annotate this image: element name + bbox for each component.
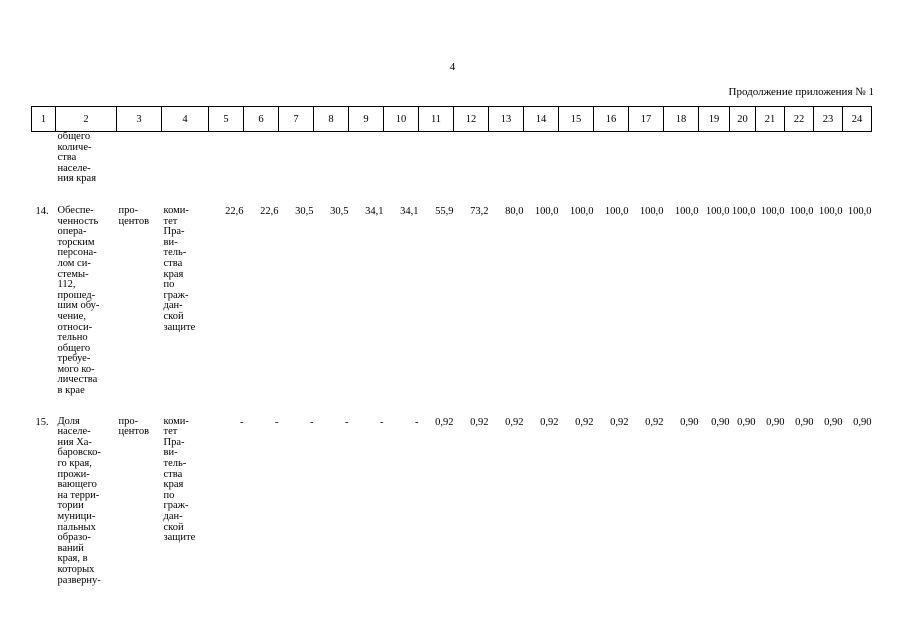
unit-cell-line: центов: [118, 426, 150, 438]
value-cell: [209, 132, 244, 185]
data-table: [31, 106, 872, 586]
value-cell: 0,92: [645, 416, 664, 428]
value-cell: 0,92: [435, 416, 454, 428]
value-cell: 34,1: [365, 205, 384, 217]
indicator-name-line: мого ко-: [57, 363, 95, 375]
unit-cell: [117, 132, 162, 185]
responsible-cell-line: граж-: [163, 500, 189, 512]
indicator-name-line: прожи-: [57, 468, 90, 480]
indicator-name-line: населе-: [57, 162, 91, 174]
indicator-name-line: баровско-: [57, 447, 101, 459]
value-cell: 100,0: [534, 205, 559, 217]
value-cell: [314, 132, 349, 185]
responsible-cell-line: ви-: [163, 236, 178, 248]
value-cell: 100,0: [674, 205, 699, 217]
unit-cell-line: центов: [118, 215, 150, 227]
responsible-cell-line: ства: [163, 257, 183, 269]
header-cell: 10: [384, 107, 419, 132]
indicator-name-line: ченность: [57, 215, 99, 227]
value-cell: 100,0: [760, 205, 785, 217]
responsible-cell-line: по: [163, 279, 175, 291]
indicator-name-line: населе-: [57, 426, 91, 438]
indicator-name-line: относи-: [57, 321, 93, 333]
value-cell: 73,2: [470, 205, 489, 217]
value-cell: -: [380, 416, 384, 428]
indicator-name-line: стемы-: [57, 268, 89, 280]
table-row: [32, 206, 872, 397]
indicator-name-line: ния Ха-: [57, 436, 92, 448]
indicator-name-line: шим обу-: [57, 300, 100, 312]
indicator-name-line: общего: [57, 342, 91, 354]
header-cell: 18: [664, 107, 699, 132]
responsible-cell-line: края: [163, 268, 184, 280]
row-spacer: [32, 185, 872, 206]
indicator-name-line: тельно: [57, 332, 88, 344]
value-cell: [384, 132, 419, 185]
row-spacer: [32, 397, 872, 417]
value-cell: 100,0: [639, 205, 664, 217]
header-cell: 16: [594, 107, 629, 132]
indicator-name-line: го края,: [57, 458, 92, 470]
value-cell: 22,6: [260, 205, 279, 217]
row-number: [32, 132, 56, 185]
indicator-name-line: ния края: [57, 173, 97, 185]
indicator-name-line: пальных: [57, 521, 96, 533]
unit-cell-line: про-: [118, 204, 139, 216]
value-cell: [843, 132, 872, 185]
header-cell: 9: [349, 107, 384, 132]
value-cell: 22,6: [225, 205, 244, 217]
indicator-name-line: торским: [57, 236, 95, 248]
indicator-name-line: прошед-: [57, 289, 96, 301]
value-cell: [756, 132, 785, 185]
value-cell: 0,90: [795, 416, 814, 428]
indicator-name: [56, 206, 117, 397]
indicator-name-line: 112,: [57, 279, 76, 291]
indicator-name-line: личества: [57, 374, 98, 386]
responsible-cell-line: ви-: [163, 447, 178, 459]
spacer-cell: [32, 397, 872, 417]
value-cell: 55,9: [435, 205, 454, 217]
header-cell: 7: [279, 107, 314, 132]
indicator-name-line: Доля: [57, 415, 80, 427]
responsible-cell: [162, 417, 209, 587]
value-cell: 0,90: [680, 416, 699, 428]
value-cell: 0,90: [853, 416, 872, 428]
value-cell: 0,92: [540, 416, 559, 428]
value-cell: -: [415, 416, 419, 428]
responsible-cell-line: коми-: [163, 204, 189, 216]
value-cell: [279, 132, 314, 185]
header-cell: 3: [117, 107, 162, 132]
indicator-name-line: опера-: [57, 226, 87, 238]
header-cell: 14: [524, 107, 559, 132]
value-cell: 0,90: [737, 416, 756, 428]
indicator-name: [56, 417, 117, 587]
value-cell: 100,0: [731, 205, 756, 217]
header-cell: 17: [629, 107, 664, 132]
value-cell: 0,90: [824, 416, 843, 428]
responsible-cell-line: Пра-: [163, 226, 185, 238]
value-cell: [419, 132, 454, 185]
responsible-cell-line: защите: [163, 532, 196, 544]
responsible-cell-line: тет: [163, 215, 178, 227]
indicator-name-line: на терри-: [57, 489, 100, 501]
responsible-cell-line: ской: [163, 521, 184, 533]
header-cell: 12: [454, 107, 489, 132]
table-row: [32, 417, 872, 587]
header-cell: 21: [756, 107, 785, 132]
responsible-cell-line: граж-: [163, 289, 189, 301]
indicator-name-line: Обеспе-: [57, 204, 94, 216]
responsible-cell-line: края: [163, 479, 184, 491]
indicator-name-line: персона-: [57, 247, 97, 259]
header-cell: 2: [56, 107, 117, 132]
indicator-name-line: тории: [57, 500, 84, 512]
value-cell: 0,92: [505, 416, 524, 428]
value-cell: [524, 132, 559, 185]
value-cell: [699, 132, 730, 185]
indicator-name-line: разверну-: [57, 574, 101, 586]
value-cell: [454, 132, 489, 185]
continuation-label: Продолжение приложения № 1: [728, 86, 874, 98]
responsible-cell-line: Пра-: [163, 436, 185, 448]
value-cell: [559, 132, 594, 185]
responsible-cell: [162, 206, 209, 397]
value-cell: 0,90: [766, 416, 785, 428]
header-cell: 15: [559, 107, 594, 132]
value-cell: [730, 132, 756, 185]
value-cell: 100,0: [604, 205, 629, 217]
row-number: 14.: [35, 205, 49, 217]
header-cell: 13: [489, 107, 524, 132]
value-cell: [629, 132, 664, 185]
indicator-name: [56, 132, 117, 185]
responsible-cell-line: защите: [163, 321, 196, 333]
value-cell: [244, 132, 279, 185]
value-cell: 34,1: [400, 205, 419, 217]
responsible-cell: [162, 132, 209, 185]
value-cell: [664, 132, 699, 185]
indicator-name-line: края, в: [57, 553, 88, 565]
indicator-name-line: требуе-: [57, 353, 91, 365]
header-cell: 24: [843, 107, 872, 132]
value-cell: 100,0: [818, 205, 843, 217]
table-row: [32, 132, 872, 185]
header-cell: 20: [730, 107, 756, 132]
value-cell: 0,90: [711, 416, 730, 428]
indicator-name-line: образо-: [57, 532, 91, 544]
value-cell: 0,92: [470, 416, 489, 428]
header-cell: 11: [419, 107, 454, 132]
unit-cell-line: про-: [118, 415, 139, 427]
row-number: 15.: [35, 416, 49, 428]
responsible-cell-line: коми-: [163, 415, 189, 427]
indicator-name-line: в крае: [57, 385, 85, 397]
value-cell: -: [275, 416, 279, 428]
responsible-cell-line: ской: [163, 310, 184, 322]
value-cell: -: [345, 416, 349, 428]
header-cell: 23: [814, 107, 843, 132]
responsible-cell-line: дан-: [163, 300, 183, 312]
indicator-name-line: количе-: [57, 141, 92, 153]
value-cell: -: [310, 416, 314, 428]
indicator-name-line: которых: [57, 563, 95, 575]
value-cell: 0,92: [575, 416, 594, 428]
value-cell: 30,5: [330, 205, 349, 217]
value-cell: 100,0: [847, 205, 872, 217]
spacer-cell: [32, 185, 872, 206]
value-cell: 100,0: [705, 205, 730, 217]
responsible-cell-line: ства: [163, 468, 183, 480]
responsible-cell-line: по: [163, 489, 175, 501]
header-cell: 1: [32, 107, 56, 132]
value-cell: [349, 132, 384, 185]
indicator-name-line: лом си-: [57, 257, 91, 269]
value-cell: 80,0: [505, 205, 524, 217]
indicator-name-line: общего: [57, 131, 91, 142]
value-cell: 100,0: [569, 205, 594, 217]
indicator-name-line: муници-: [57, 511, 96, 522]
value-cell: -: [240, 416, 244, 428]
responsible-cell-line: тель-: [163, 458, 187, 470]
responsible-cell-line: тель-: [163, 247, 187, 259]
value-cell: [594, 132, 629, 185]
header-cell: 4: [162, 107, 209, 132]
value-cell: 100,0: [789, 205, 814, 217]
value-cell: [489, 132, 524, 185]
unit-cell: [117, 417, 162, 587]
header-cell: 22: [785, 107, 814, 132]
value-cell: [785, 132, 814, 185]
indicator-name-line: чение,: [57, 310, 86, 322]
value-cell: [814, 132, 843, 185]
indicator-name-line: вающего: [57, 479, 97, 491]
unit-cell: [117, 206, 162, 397]
indicator-name-line: ваний: [57, 542, 84, 554]
indicator-name-line: ства: [57, 152, 77, 164]
value-cell: 30,5: [295, 205, 314, 217]
header-cell: 5: [209, 107, 244, 132]
responsible-cell-line: тет: [163, 426, 178, 438]
header-cell: 6: [244, 107, 279, 132]
header-row: [32, 107, 872, 132]
page-number: 4: [449, 61, 456, 73]
header-cell: 19: [699, 107, 730, 132]
header-cell: 8: [314, 107, 349, 132]
responsible-cell-line: дан-: [163, 511, 183, 522]
value-cell: 0,92: [610, 416, 629, 428]
